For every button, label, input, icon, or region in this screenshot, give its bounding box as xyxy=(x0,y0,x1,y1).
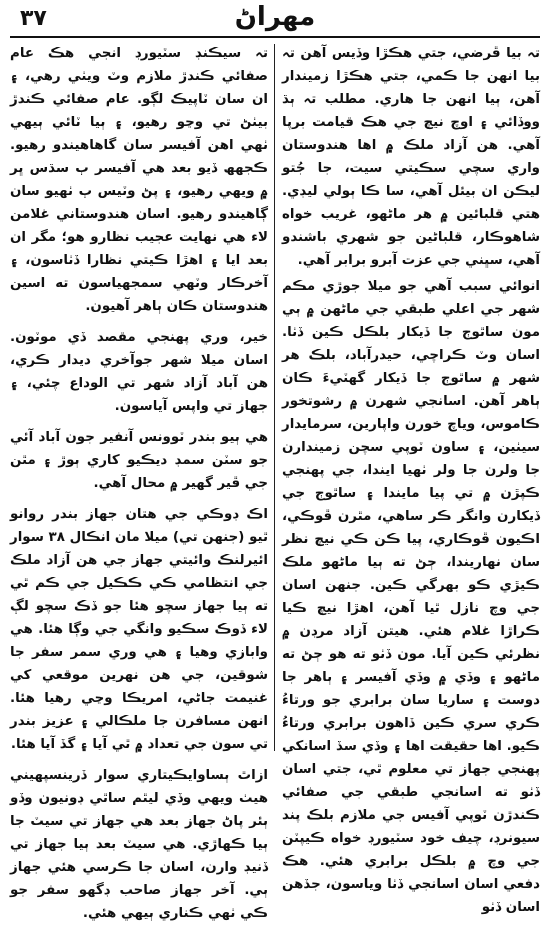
paragraph: تہ بيا ڦرضي، جتي هڪڙا وڏيس آهن تہ بيا انهن جا ڪمي، جتي هڪڙا زميندار آهن، ٻيا انهن جا هاري. مطلب تہ ٻڌ ووڏائي ۽ اوچ نيچ جي هڪ قيامت برپا آهي. هن آزاد ملڪ ۾ اها هندوستان واري سچي سڪيتي سيت، جا جُتو ليڪن ان بيئل آهي، سا ڪا ٻولي ليڊي. هتي قلبائين ۾ هر ماڻهو، غريب خواه شاهوڪار، قلباڻين جو شهري باشندو آهي، سڀني جي عزت آبرو برابر آهي. xyxy=(282,46,540,268)
page-title: مھراڻ xyxy=(234,2,316,32)
paragraph: انوائي سبب آهي جو ميلا جوڙي مڪم شهر جي اعلي طبقي جي ماڻهن ۾ ٻي مون ساٿوڄ جا ڏيکار بلڪل ڪين ڏٺا. اسان وٽ ڪراچي، حيدرآباد، بلڪ هر شهر ۾ ساٿوڄ جا ڏيکار گهٽيءَ ڪان ٻاهر آهن. اسانجي شهرن ۾ رشوتخور ڪاموس، وياچ خورن واپارين، سرمايدار سيٺين، ۽ ساون ٽوپي سچن زميندارن جا ولرن جا ولر ٺهيا ايندا، جي پهنجي ڪپڙن ۾ تي پيا مايندا ۽ ساٿوڄ جي ڏيکارن وانگر ڪر ساهي، مٿرن ڦوڪي، اڪيون ڦوڪاري، پيا ڪن ڪي نيچ نظر سان نهاريندا، ڄڻ ته ٻيا ماڻهو ملڪ ڪيڙي ڪو بهرگي ڪين. جنهن اسان جي وچ نازل ٿيا آهن، اهڙا نيچ ڪيا ڪراڙا غلام هئي. هيتن آزاد مرڊن ۾ نظرئي ڪين آيا. مون ڏٺو ته هو ڄڻ ته ماڻهو ۽ وڏي ۾ وڏي آفيسر ۽ ٻاهر جا دوست ۽ ساريا سان برابري جو ورتاءُ ڪري سري ڪين ڏاهون برابري ورتاءُ ڪيو. اها حقيقت اها ۽ وڏي سڏ اسانکي پهنجي جهاز تي معلوم ٿي، جتي اسان ڏٺو ته اسانجي طبقي جي صفائي ڪندڙن ٽوپي آفيس جي ملازم بلڪ پند سيونرڊ، چيف خود سٽيورڊ خواه ڪيپٽن جي وچ ۾ بلڪل برابري هئي. هڪ دفعي اسان اسانجي ڏٺا وياسون، جڏهن اسان ڏٺو xyxy=(282,279,540,915)
page-number: ٣٧ xyxy=(20,6,47,31)
paragraph: خير، وري پهنجي مقصد ڏي موٽون. اسان ميلا شهر جوآخري ديدار ڪري، هن آباد آزاد شهر تي الوداع چئي، ۽ جهاز تي واپس آياسون. xyxy=(10,330,268,414)
page-header xyxy=(10,2,540,36)
paragraph: تہ سيڪنڊ سٽيورڊ انجي هڪ عام صفائي ڪندڙ ملازم وٽ ويٺي رهي، ۽ ان سان ٽاپيڪ لڳو. عام صفائي ڪندڙ بيٺڻ تي وڃو رهيو، ۽ ٻيا ٽائي ٻيهي ٺهي اهن آفيسر سان گاھاھيندو رهيو. ڪجهھ ڏيو بعد هي آفيسر ٻ سڌس ڀر ۾ ويهي رهيو، ۽ پڻ وٽيس ٻ ٺهيو سان ڳاھيندو رهيو. اسان هندوستاني غلامن لاء هي نهايت عجيب نظارو هو؛ مگر ان بعد ايا ۽ اهڙا ڪيتي نظارا ڏٺاسون، ۽ آخرڪار وٽهي سمجهياسون ته اسين هندوستان ڪان ٻاهر آهيون. xyxy=(10,46,268,314)
right-column xyxy=(282,42,540,915)
left-column xyxy=(10,42,268,921)
paragraph: اڪ ڊوڪي جي هتان جهاز بندر روانو ٿيو (جنهن تي) ميلا مان انڪال ٣٨ سوار ائيرلنڪ وائيتي جهاز جي هن آزاد ملڪ جي انتظامي ڪي ڪڪيل جي ڪم ٿي ته ٻيا جهاز سچو هئا جو ڏڪ سچو لڳ لاء ڏوڪ سڪيو وانگي جي وڳا هئا. هي وابازي وهيا ۽ هي وري سمر سفر جا شوقين، جي هن نهرين موقعي کي غنيمت جاڻي، امريڪا وڃي رهيا هئا. انهن مسافرن جا ملڪالي ۽ عزيز بندر تي سون جي تعداد ۾ ٿي آيا ۽ گڏ آيا هئا. xyxy=(10,507,268,752)
paragraph: ازاٿ ٻساوايڪيتاري سوار ڏرينسپهيني هيٺ ويهي وڏي ليٿم ساٿي ڊونيون وڏو ٻئر پاڻ جهاز بعد هي جهاز تي سيٽ جا ٻيا ڪهاڙي. هي سيٽ بعد ٻيا جهاز تي ڏنيڊ وارن، اسان جا ڪرسي هئي جهاز ٻي. آخر جهاز صاحب ڊگھو سفر جو ڪي ٺهي ڪناري ٻيهي هئي. xyxy=(10,768,268,921)
column-divider xyxy=(274,44,275,751)
paragraph: هي ٻيو بندر ٽوونس آنفير جون آباد آئي جو سٽن سمڊ ديڪيو کاري ٻوڙ ۽ مٿن جي ڦير گهير ۾ محال آهي. xyxy=(10,430,268,491)
header-rule xyxy=(10,36,540,38)
